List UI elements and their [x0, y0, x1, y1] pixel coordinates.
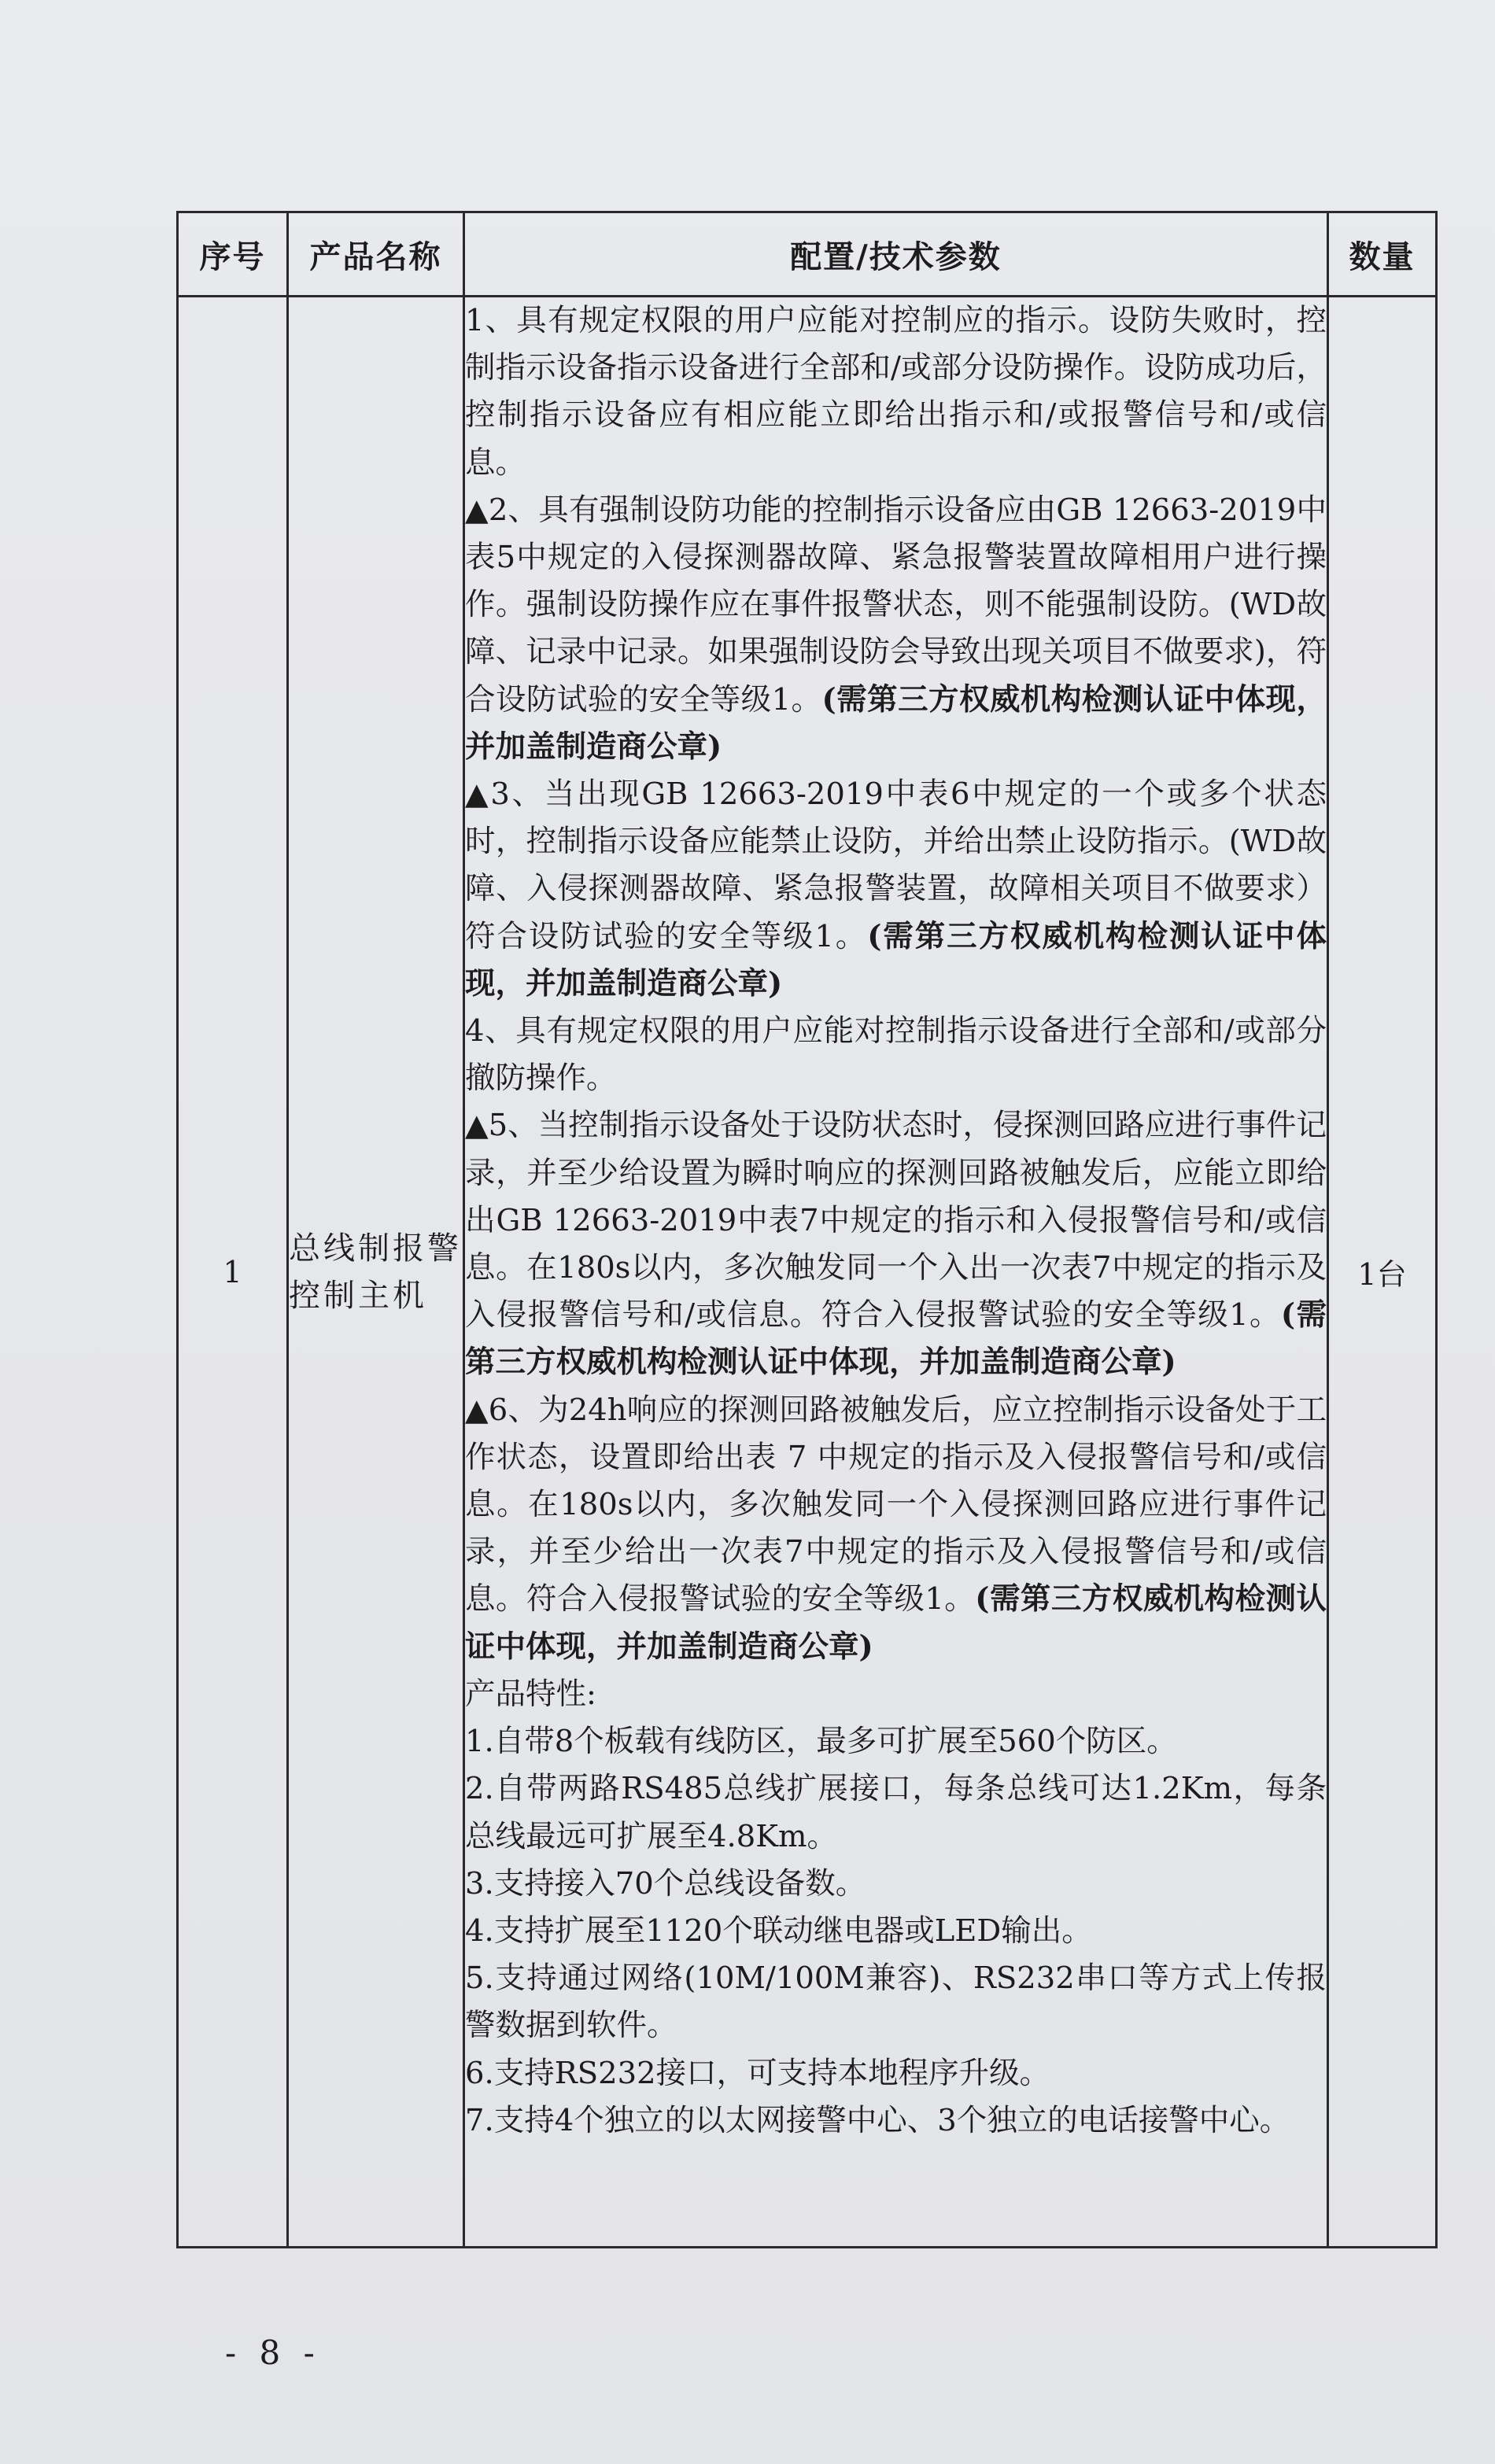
param-item	[465, 1008, 1327, 1102]
param-text: 4、具有规定权限的用户应能对控制指示设备进行全部和/或部分撤防操作。	[465, 1013, 1327, 1097]
param-note: (需第三方权威机构检测认证中体现，并加盖制造商公章)	[465, 681, 1327, 765]
param-item	[465, 2097, 1327, 2145]
param-text: ▲3、当出现GB 12663-2019中表6中规定的一个或多个状态时，控制指示设备应能禁止设防，并给出禁止设防指示。(WD故障、入侵探测器故障、紧急报警装置，故障相关项目不做要求）符合设防试验的安全等级1。	[465, 776, 1327, 954]
param-text: 2.自带两路RS485总线扩展接口，每条总线可达1.2Km，每条总线最远可扩展至4.8Km。	[465, 1771, 1327, 1854]
page-number: - 8 -	[225, 2333, 321, 2372]
param-item	[465, 771, 1327, 1008]
param-text: 3.支持接入70个总线设备数。	[465, 1865, 866, 1901]
row-params	[464, 297, 1328, 2248]
param-text: 1、具有规定权限的用户应能对控制应的指示。设防失败时，控制指示设备指示设备进行全部和/或部分设防操作。设防成功后，控制指示设备应有相应能立即给出指示和/或报警信号和/或信息。	[465, 303, 1327, 481]
param-item	[465, 1102, 1327, 1386]
param-text: ▲5、当控制指示设备处于设防状态时，侵探测回路应进行事件记录，并至少给设置为瞬时响应的探测回路被触发后，应能立即给出GB 12663-2019中表7中规定的指示和入侵报警信号和/或信息。在180s以内，多次触发同一个入出一次表7中规定的指示及入侵报警信号和/或信息。符合入侵报警试验的安全等级1。	[465, 1108, 1327, 1333]
table-row	[178, 297, 1437, 2248]
param-item	[465, 1955, 1327, 2049]
header-index: 序号	[178, 212, 288, 297]
row-product-name: 总线制报警控制主机	[288, 297, 464, 2248]
param-item	[465, 297, 1327, 487]
header-params: 配置/技术参数	[464, 212, 1328, 297]
param-text: ▲2、具有强制设防功能的控制指示设备应由GB 12663-2019中表5中规定的入侵探测器故障、紧急报警装置故障相用户进行操作。强制设防操作应在事件报警状态，则不能强制设防。(WD故障、记录中记录。如果强制设防会导致出现关项目不做要求)，符合设防试验的安全等级1。	[465, 492, 1327, 717]
param-text: 7.支持4个独立的以太网接警中心、3个独立的电话接警中心。	[465, 2102, 1290, 2138]
param-note: (需第三方权威机构检测认证中体现，并加盖制造商公章)	[465, 1297, 1327, 1381]
spec-table	[176, 211, 1438, 2248]
param-text: 4.支持扩展至1120个联动继电器或LED输出。	[465, 1913, 1092, 1949]
param-item	[465, 1387, 1327, 1671]
param-text: 1.自带8个板载有线防区，最多可扩展至560个防区。	[465, 1724, 1177, 1760]
param-item	[465, 1765, 1327, 1860]
param-item	[465, 1718, 1327, 1765]
param-note: (需第三方权威机构检测认证中体现，并加盖制造商公章)	[465, 918, 1327, 1001]
param-text: 5.支持通过网络(10M/100M兼容)、RS232串口等方式上传报警数据到软件。	[465, 1961, 1327, 2044]
param-item	[465, 487, 1327, 771]
param-text: 产品特性:	[465, 1676, 596, 1712]
row-quantity: 1台	[1328, 297, 1437, 2248]
table-header-row	[178, 212, 1437, 297]
params-list	[465, 297, 1327, 2145]
param-item	[465, 1671, 1327, 1718]
param-item	[465, 1908, 1327, 1955]
param-text: 6.支持RS232接口，可支持本地程序升级。	[465, 2055, 1050, 2091]
header-product-name: 产品名称	[288, 212, 464, 297]
param-text: ▲6、为24h响应的探测回路被触发后，应立控制指示设备处于工作状态，设置即给出表 7 中规定的指示及入侵报警信号和/或信息。在180s以内，多次触发同一个入侵探测回路应进行事件记录，并至少给出一次表7中规定的指示及入侵报警信号和/或信息。符合入侵报警试验的安全等级1。	[465, 1392, 1327, 1617]
param-item	[465, 1861, 1327, 1908]
param-note: (需第三方权威机构检测认证中体现，并加盖制造商公章)	[465, 1581, 1327, 1665]
row-index: 1	[178, 297, 288, 2248]
header-quantity: 数量	[1328, 212, 1437, 297]
param-item	[465, 2050, 1327, 2097]
